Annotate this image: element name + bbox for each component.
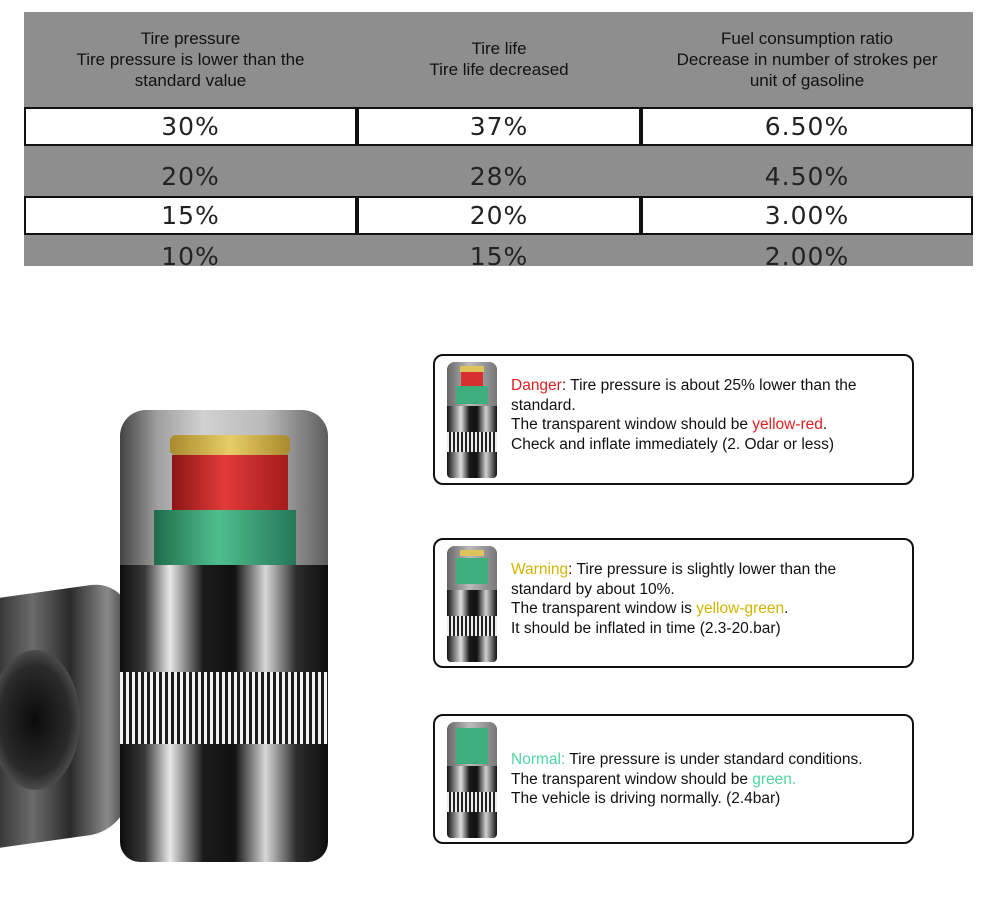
- table-cell: 15%: [469, 242, 529, 271]
- table-cell: 28%: [469, 162, 529, 191]
- warning-info-box: [433, 538, 914, 668]
- red-band: [172, 455, 288, 510]
- normal-info-box: [433, 714, 914, 844]
- table-header: [24, 12, 973, 106]
- table-cell: 20%: [161, 162, 220, 191]
- header-tire-pressure: Tire pressure Tire pressure is lower than the standard value: [76, 28, 305, 90]
- table-cell: 3.00%: [641, 196, 973, 235]
- normal-text: Normal: Tire pressure is under standard conditions. The transparent window should be green. The vehicle is driving normally. (2.4bar): [511, 751, 863, 807]
- knurled-ring: [120, 672, 328, 744]
- table-row: [24, 157, 973, 196]
- danger-info-box: [433, 354, 914, 485]
- table-cell: 10%: [161, 242, 220, 271]
- table-cell: 30%: [24, 107, 357, 146]
- table-cell: 37%: [357, 107, 641, 146]
- table-cell: 6.50%: [641, 107, 973, 146]
- table-cell: 20%: [357, 196, 641, 235]
- yellow-band: [170, 435, 290, 455]
- table-cell: 2.00%: [764, 242, 850, 271]
- header-fuel-consumption: Fuel consumption ratio Decrease in number of strokes per unit of gasoline: [676, 28, 938, 90]
- table-row: [24, 107, 973, 146]
- warning-label: Warning: [511, 561, 569, 578]
- danger-text: Danger: Tire pressure is about 25% lower than the standard. The transparent window should be yellow-red. Check and inflate immediately (2. Odar or less): [511, 377, 857, 453]
- danger-label: Danger: [511, 377, 562, 394]
- table-row: [24, 237, 973, 276]
- cap-thumbnail-danger: [447, 362, 497, 478]
- table-cell: 4.50%: [764, 162, 850, 191]
- warning-text: Warning: Tire pressure is slightly lower than the standard by about 10%. The transparent window is yellow-green. It should be inflated in time (2.3-20.bar): [511, 561, 837, 637]
- cap-thumbnail-normal: [447, 722, 497, 838]
- green-band: [154, 510, 296, 570]
- pressure-indicator-cap-image: [120, 410, 328, 862]
- cap-thumbnail-warning: [447, 546, 497, 662]
- header-tire-life: Tire life Tire life decreased: [429, 39, 569, 79]
- comparison-table: [24, 12, 973, 271]
- table-cell: 15%: [24, 196, 357, 235]
- table-row: [24, 196, 973, 235]
- normal-label: Normal:: [511, 751, 566, 768]
